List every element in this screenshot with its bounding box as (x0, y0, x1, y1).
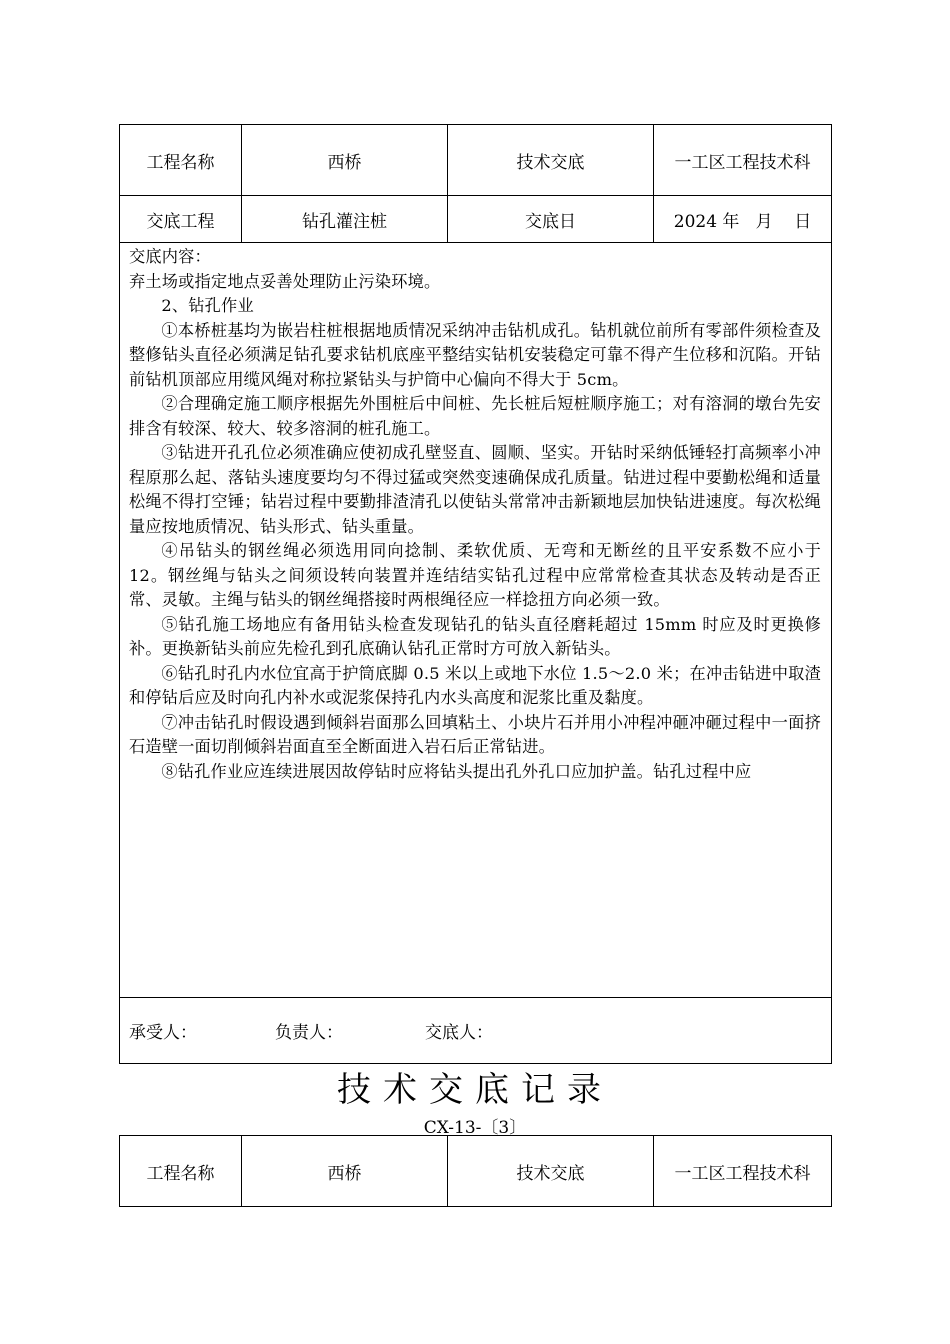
disclosure-project-label: 交底工程 (120, 196, 242, 243)
content-heading: 交底内容： (129, 247, 211, 266)
content-cell (120, 243, 832, 998)
disclosure-table (119, 124, 832, 1064)
receiver-label: 承受人： (129, 1023, 197, 1043)
paragraph: ③钻进开孔孔位必须准确应使初成孔壁竖直、圆顺、坚实。开钻时采纳低锤轻打高频率小冲程原那么起、落钻头速度要均匀不得过猛或突然变速确保成孔质量。钻进过程中要勤松绳和适量松绳不得打空锤；钻岩过程中要勤排渣清孔以使钻头常常冲击新颖地层加快钻进速度。每次松绳量应按地质情况、钻头形式、钻头重量。 (129, 443, 821, 536)
disclosure-date-value: 2024 年 月 日 (654, 196, 832, 243)
page-title: 技术交底记录 (337, 1070, 613, 1110)
table-row (120, 196, 832, 243)
table-row (120, 243, 832, 998)
department-value: 一工区工程技术科 (654, 125, 832, 196)
paragraph: ⑧钻孔作业应连续进展因故停钻时应将钻头提出孔外孔口应加护盖。钻孔过程中应 (161, 761, 752, 781)
disclosure-table-2 (119, 1135, 832, 1207)
table-row (120, 1136, 832, 1207)
department-value: 一工区工程技术科 (654, 1136, 832, 1207)
table-row (120, 125, 832, 196)
paragraph: ④吊钻头的钢丝绳必须选用同向捻制、柔软优质、无弯和无断丝的且平安系数不应小于 12。钢丝绳与钻头之间须设转向装置并连结结实钻孔过程中应常常检查其状态及转动是否正常、灵敏。主绳与钻头的钢丝绳搭接时两根绳径应一样捻扭方向必须一致。 (129, 541, 821, 609)
signature-row (120, 998, 832, 1064)
disclosure-project-value: 钻孔灌注桩 (242, 196, 448, 243)
content-body (129, 245, 821, 784)
project-name-value: 西桥 (242, 1136, 448, 1207)
paragraph: ⑥钻孔时孔内水位宜高于护筒底脚 0.5 米以上或地下水位 1.5～2.0 米；在冲击钻进中取渣和停钻后应及时向孔内补水或泥浆保持孔内水头高度和泥浆比重及黏度。 (129, 663, 821, 707)
paragraph: ⑤钻孔施工场地应有备用钻头检查发现钻孔的钻头直径磨耗超过 15mm 时应及时更换修补。更换新钻头前应先检孔到孔底确认钻孔正常时方可放入新钻头。 (129, 614, 821, 658)
project-name-value: 西桥 (242, 125, 448, 196)
responsible-label: 负责人： (275, 1023, 343, 1043)
project-name-label: 工程名称 (120, 125, 242, 196)
paragraph: ②合理确定施工顺序根据先外围桩后中间桩、先长桩后短桩顺序施工；对有溶洞的墩台先安排含有较深、较大、较多溶洞的桩孔施工。 (129, 394, 821, 438)
paragraph: ⑦冲击钻孔时假设遇到倾斜岩面那么回填粘土、小块片石并用小冲程冲砸冲砸过程中一面挤石造壁一面切削倾斜岩面直至全断面进入岩石后正常钻进。 (129, 712, 821, 756)
section-heading: 2、钻孔作业 (161, 296, 254, 315)
project-name-label: 工程名称 (120, 1136, 242, 1207)
paragraph: ①本桥桩基均为嵌岩柱桩根据地质情况采纳冲击钻机成孔。钻机就位前所有零部件须检查及整修钻头直径必须满足钻孔要求钻机底座平整结实钻机安装稳定可靠不得产生位移和沉陷。开钻前钻机顶部应用缆风绳对称拉紧钻头与护筒中心偏向不得大于 5cm。 (129, 320, 821, 389)
discloser-label: 交底人： (425, 1023, 493, 1043)
table-row (120, 998, 832, 1064)
paragraph: 弃土场或指定地点妥善处理防止污染环境。 (129, 271, 441, 291)
form-code: CX-13-〔3〕 (423, 1118, 527, 1138)
doc-type-label: 技术交底 (448, 1136, 654, 1207)
doc-type-label: 技术交底 (448, 125, 654, 196)
disclosure-date-label: 交底日 (448, 196, 654, 243)
